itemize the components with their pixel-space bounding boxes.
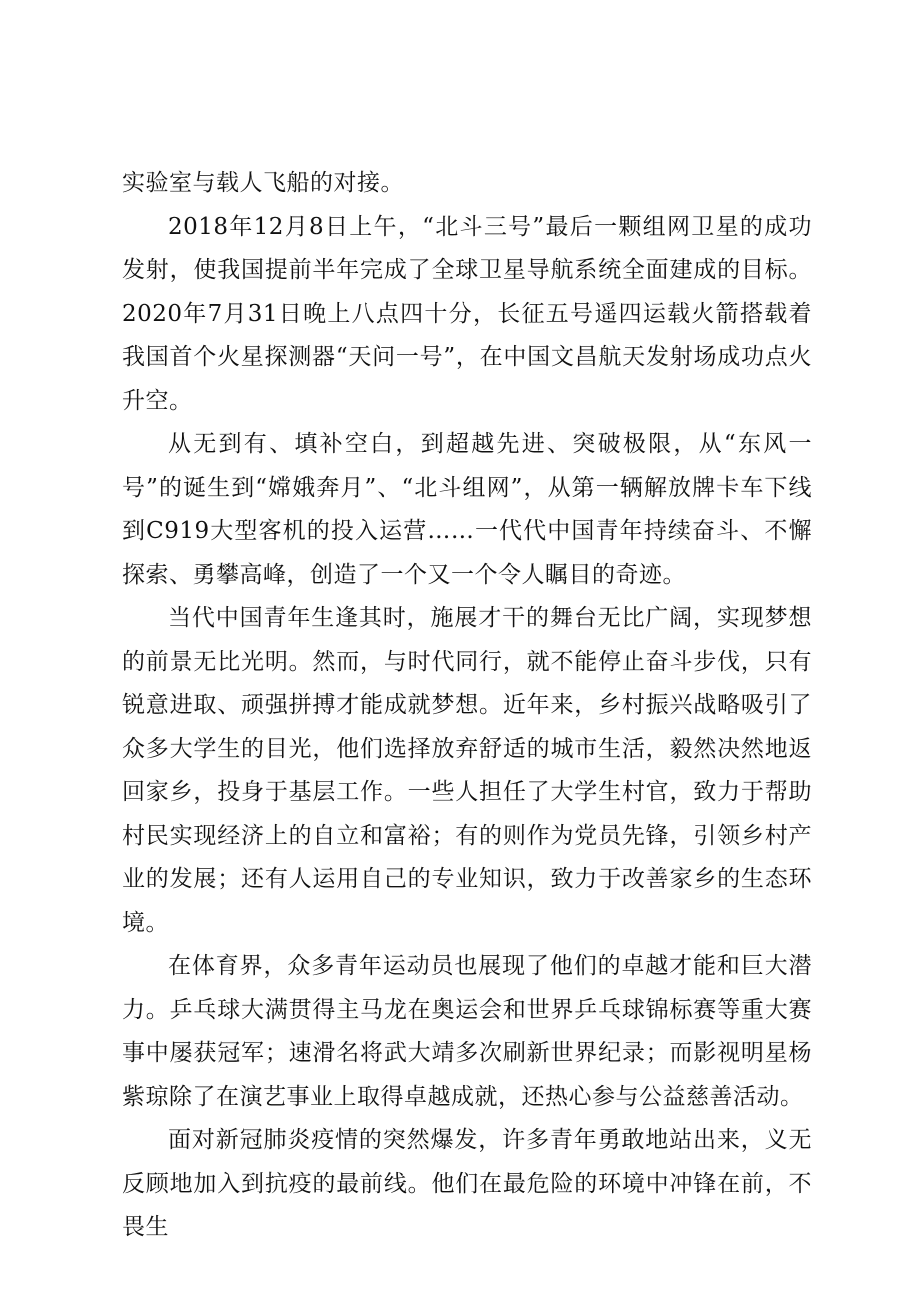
paragraph-sports: 在体育界，众多青年运动员也展现了他们的卓越才能和巨大潜力。乒乓球大满贯得主马龙在奥运会和世界乒乓球锦标赛等重大赛事中屡获冠军；速滑名将武大靖多次刷新世界纪录；而影视明星杨紫琼除了在演艺事业上取得卓越成就，还热心参与公益慈善活动。 [122,953,812,1110]
paragraph-pandemic: 面对新冠肺炎疫情的突然爆发，许多青年勇敢地站出来，义无反顾地加入到抗疫的最前线。他们在最危险的环境中冲锋在前，不畏生 [122,1127,812,1240]
paragraph-contemporary-youth: 当代中国青年生逢其时，施展才干的舞台无比广阔，实现梦想的前景无比光明。然而，与时代同行，就不能停止奋斗步伐，只有锐意进取、顽强拼搏才能成就梦想。近年来，乡村振兴战略吸引了众多大学生的目光，他们选择放弃舒适的城市生活，毅然决然地返回家乡，投身于基层工作。一些人担任了大学生村官，致力于帮助村民实现经济上的自立和富裕；有的则作为党员先锋，引领乡村产业的发展；还有人运用自己的专业知识，致力于改善家乡的生态环境。 [122,605,812,936]
paragraph-achievements: 从无到有、填补空白，到超越先进、突破极限，从“东风一号”的诞生到“嫦娥奔月”、“北斗组网”，从第一辆解放牌卡车下线到C919大型客机的投入运营……一代代中国青年持续奋斗、不懈探索、勇攀高峰，创造了一个又一个令人瞩目的奇迹。 [122,431,812,588]
paragraph-beidou-tianwen: 2018年12月8日上午，“北斗三号”最后一颗组网卫星的成功发射，使我国提前半年完成了全球卫星导航系统全面建成的目标。2020年7月31日晚上八点四十分，长征五号遥四运载火箭搭载着我国首个火星探测器“天问一号”，在中国文昌航天发射场成功点火升空。 [122,213,812,414]
document-body [122,162,812,1250]
paragraph-continuation: 实验室与载人飞船的对接。 [122,170,404,196]
